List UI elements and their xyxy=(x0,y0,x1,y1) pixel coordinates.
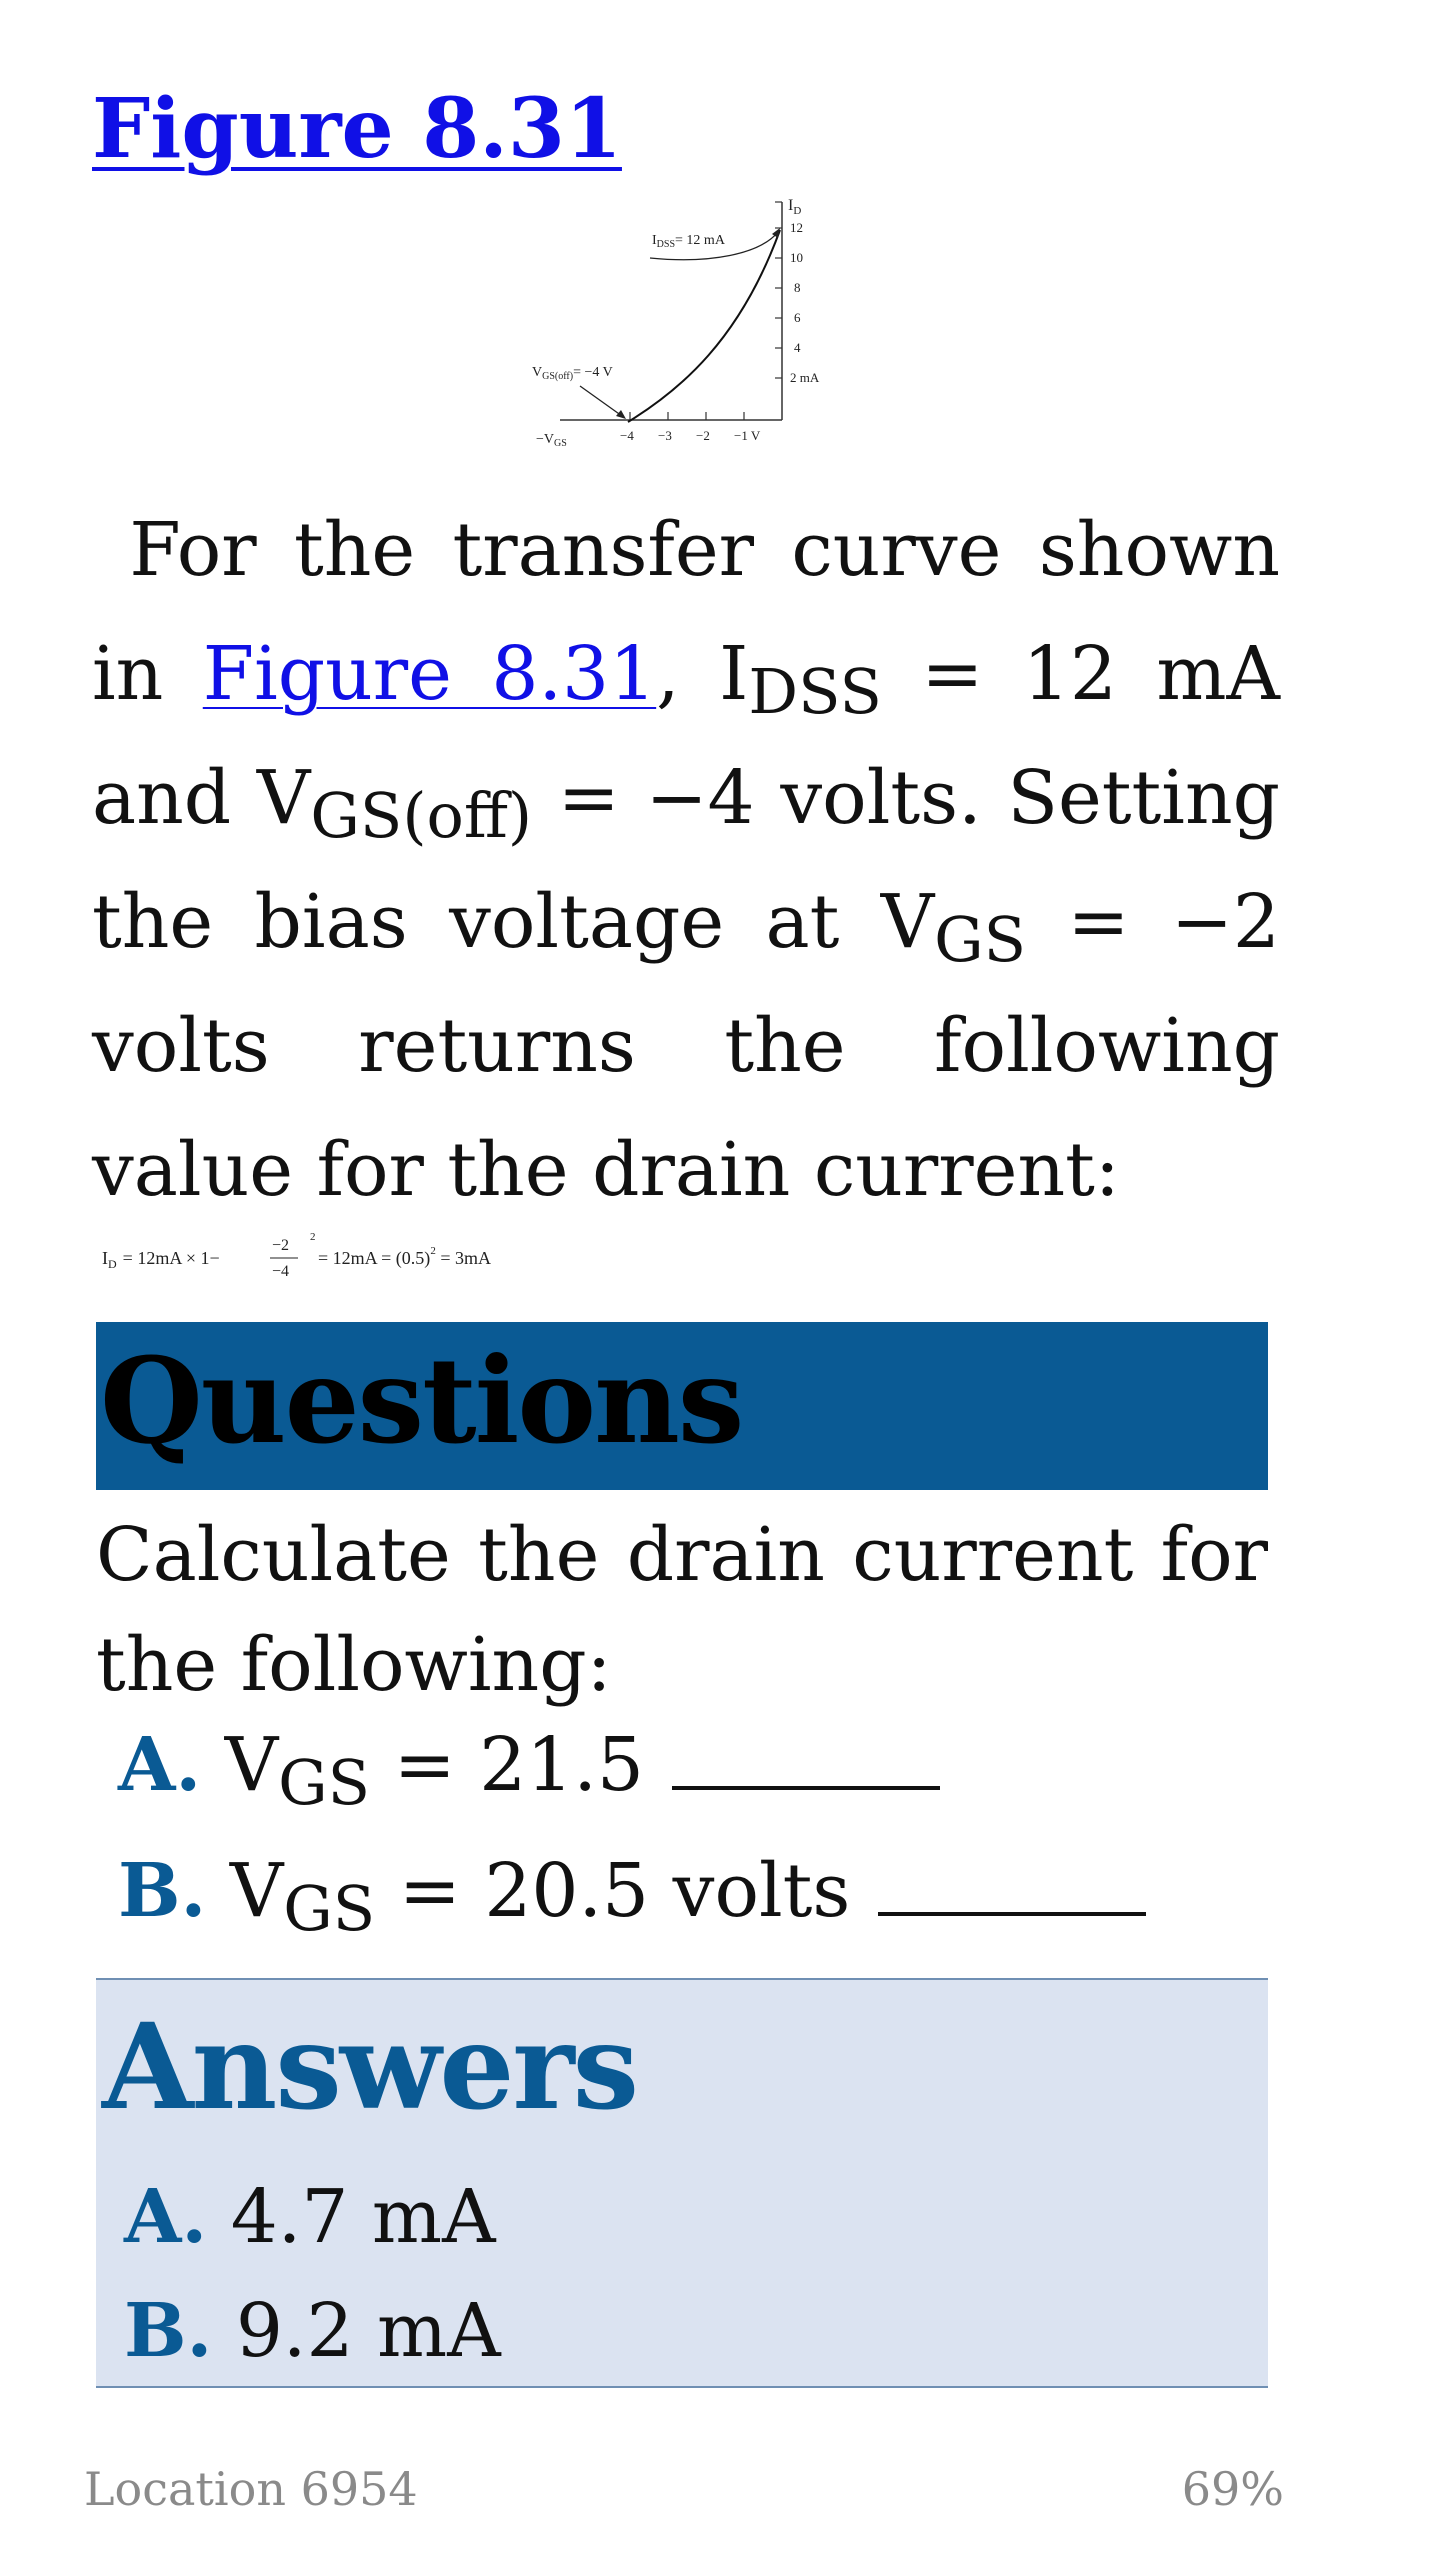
y-tick-label: 4 xyxy=(794,340,801,355)
answer-blank xyxy=(672,1730,940,1790)
question-text: V xyxy=(201,1722,279,1808)
question-item-a xyxy=(118,1722,940,1819)
para-subscript: DSS xyxy=(748,655,882,728)
questions-header xyxy=(96,1322,1268,1490)
question-letter: B. xyxy=(118,1848,207,1934)
body-paragraph xyxy=(92,488,1280,1232)
x-tick-label: −1 V xyxy=(734,428,761,443)
svg-text:2: 2 xyxy=(310,1231,316,1243)
answer-text: 4.7 mA xyxy=(207,2174,496,2260)
idss-label: $I_{DSS}= 12$ mA xyxy=(652,233,725,250)
answers-heading: Answers xyxy=(102,1997,638,2136)
answer-item-a xyxy=(124,2174,496,2260)
svg-text:ID= 12mA × 1−: $I_D = 12mA \times 1-$ xyxy=(102,1248,220,1271)
questions-heading: Questions xyxy=(100,1331,743,1470)
svg-text:−2: −2 xyxy=(272,1237,290,1254)
figure-title-link[interactable]: Figure 8.31 xyxy=(92,81,622,177)
y-tick-label: 2 mA xyxy=(790,370,820,385)
drain-current-formula xyxy=(102,1228,662,1288)
question-text: = 20.5 volts xyxy=(375,1848,874,1934)
y-tick-label: 6 xyxy=(794,310,801,325)
question-letter: A. xyxy=(118,1722,202,1808)
answer-letter: A. xyxy=(124,2174,208,2260)
vgsoff-arrow xyxy=(580,386,622,416)
y-tick-label: 8 xyxy=(794,280,801,295)
figure-title xyxy=(92,81,622,177)
para-subscript: GS xyxy=(934,903,1027,976)
para-text: = −2 volts returns the following value for the drain current: xyxy=(92,879,1281,1213)
footer-progress-percent: 69% xyxy=(1181,2462,1284,2516)
answer-letter: B. xyxy=(124,2288,213,2374)
para-text: = −4 volts. Setting the bias voltage at V xyxy=(92,755,1280,965)
questions-intro: Calculate the drain current for the following: xyxy=(96,1512,1268,1708)
question-text: V xyxy=(206,1848,284,1934)
y-tick-label: 10 xyxy=(790,250,803,265)
answer-blank xyxy=(878,1856,1146,1916)
question-text: = 21.5 xyxy=(370,1722,668,1808)
neg-vgs-label: $-V_{GS}$ xyxy=(536,432,567,449)
answers-box xyxy=(96,1978,1268,2388)
vgsoff-label: $V_{GS(off)}= -4$ V xyxy=(532,365,613,382)
answer-text: 9.2 mA xyxy=(212,2288,501,2374)
question-item-b xyxy=(118,1848,1146,1945)
footer-location: Location 6954 xyxy=(84,2462,418,2516)
figure-ref-link[interactable]: Figure 8.31 xyxy=(202,631,657,717)
question-subscript: GS xyxy=(283,1872,376,1945)
para-text: For the transfer curve shown in xyxy=(92,507,1281,717)
para-text: = 12 mA and V xyxy=(92,631,1280,841)
x-tick-label: −3 xyxy=(658,428,672,443)
question-subscript: GS xyxy=(278,1746,371,1819)
id-axis-label: $I_D$ xyxy=(788,197,802,217)
transfer-curve-figure xyxy=(520,190,850,450)
x-tick-label: −2 xyxy=(696,428,710,443)
para-text: , I xyxy=(656,631,749,717)
svg-text:−4: −4 xyxy=(272,1263,290,1280)
svg-text:= 12mA = (0.5)2 = 3mA: = $12mA = (0.5)^2 = 3mA$ xyxy=(318,1245,491,1268)
y-tick-label: 12 xyxy=(790,220,803,235)
answer-item-b xyxy=(124,2288,501,2374)
para-subscript: GS(off) xyxy=(310,779,533,852)
x-tick-label: −4 xyxy=(620,428,634,443)
